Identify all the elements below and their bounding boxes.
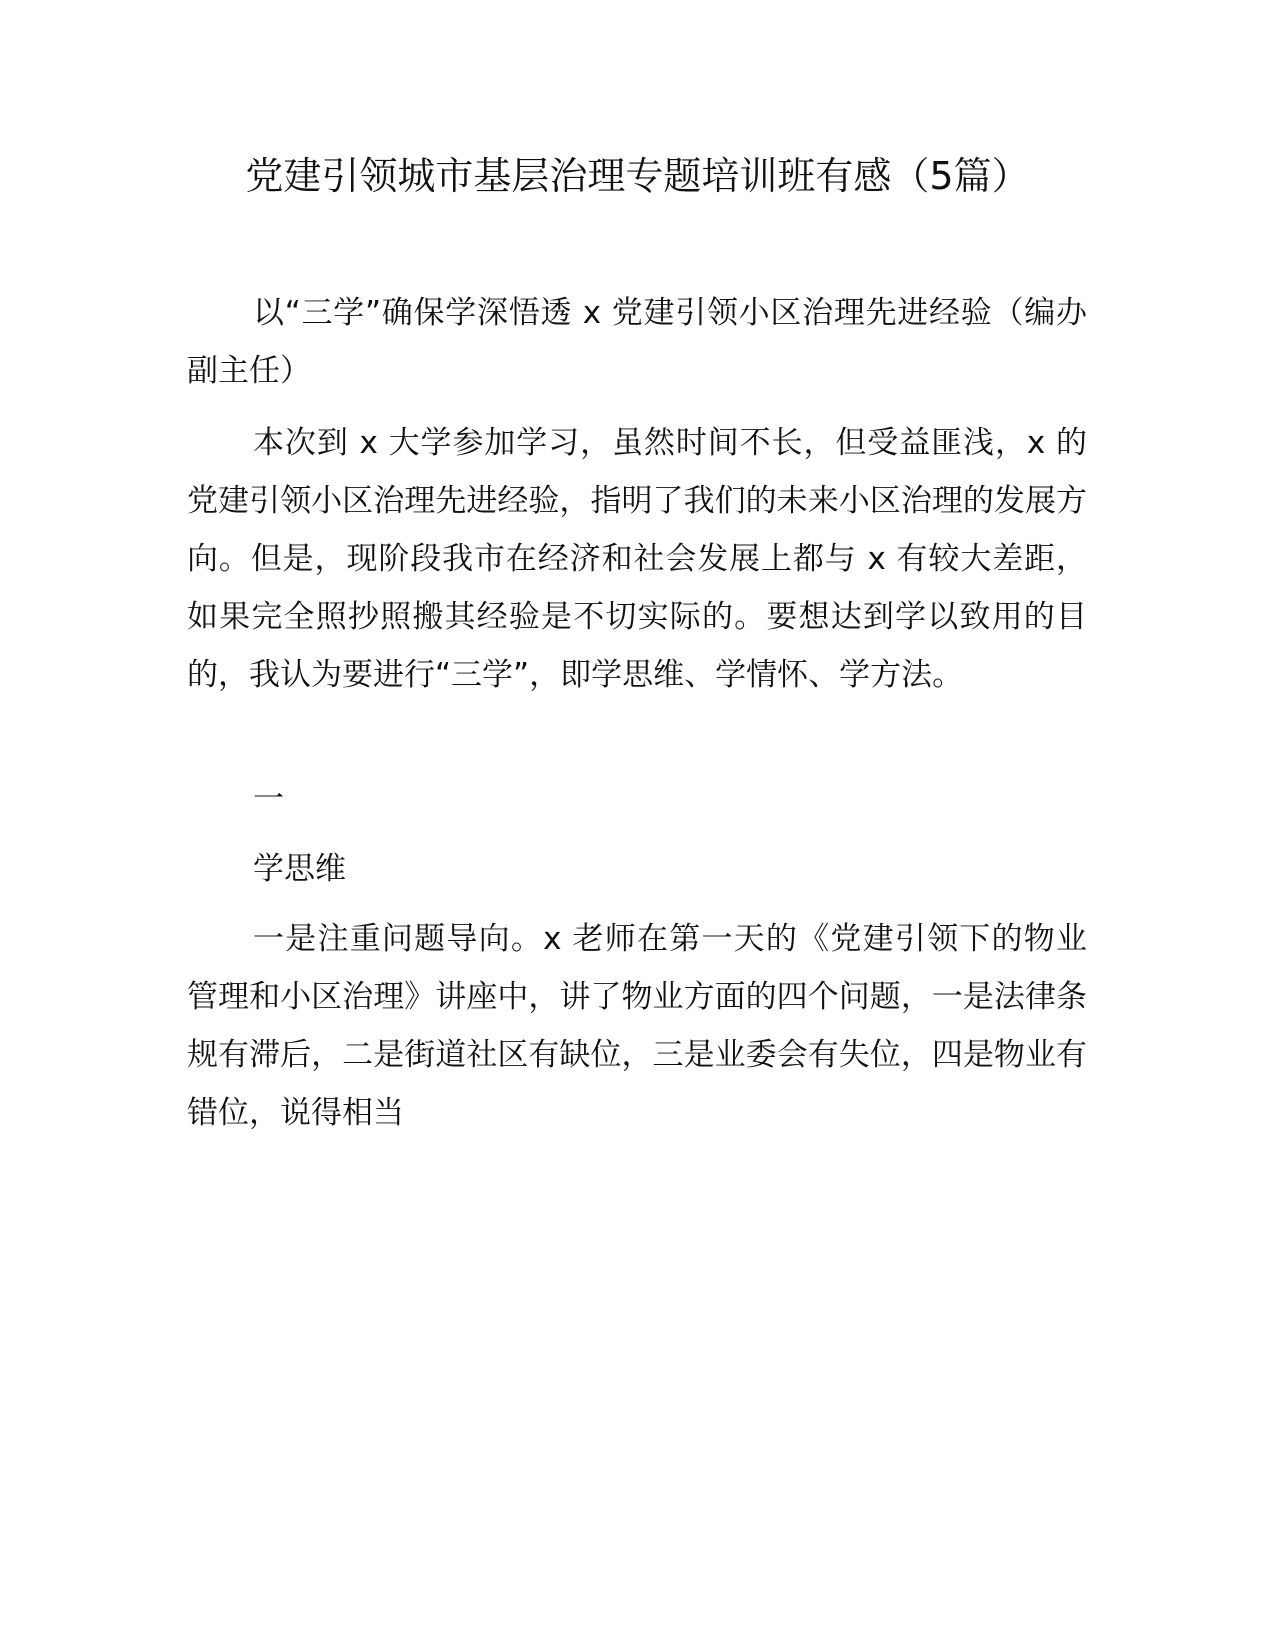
- document-title: 党建引领城市基层治理专题培训班有感（5篇）: [245, 154, 1030, 198]
- section-heading: 学思维: [253, 851, 346, 887]
- intro-paragraph: 本次到 x 大学参加学习，虽然时间不长，但受益匪浅，x 的党建引领小区治理先进经验，指明了我们的未来小区治理的发展方向。但是，现阶段我市在经济和社会发展上都与 x 有较大差距，如果完全照抄照搬其经验是不切实际的。要想达到学以致用的目的，我认为要进行“三学”，即学思维、学情怀、学方法。: [187, 425, 1087, 693]
- point-one-paragraph: 一是注重问题导向。x 老师在第一天的《党建引领下的物业管理和小区治理》讲座中，讲了物业方面的四个问题，一是法律条规有滞后，二是街道社区有缺位，三是业委会有失位，四是物业有错位，说得相当: [187, 921, 1087, 1131]
- section-number: 一: [253, 781, 284, 817]
- article-subtitle: 以“三学”确保学深悟透 x 党建引领小区治理先进经验（编办副主任）: [187, 295, 1087, 389]
